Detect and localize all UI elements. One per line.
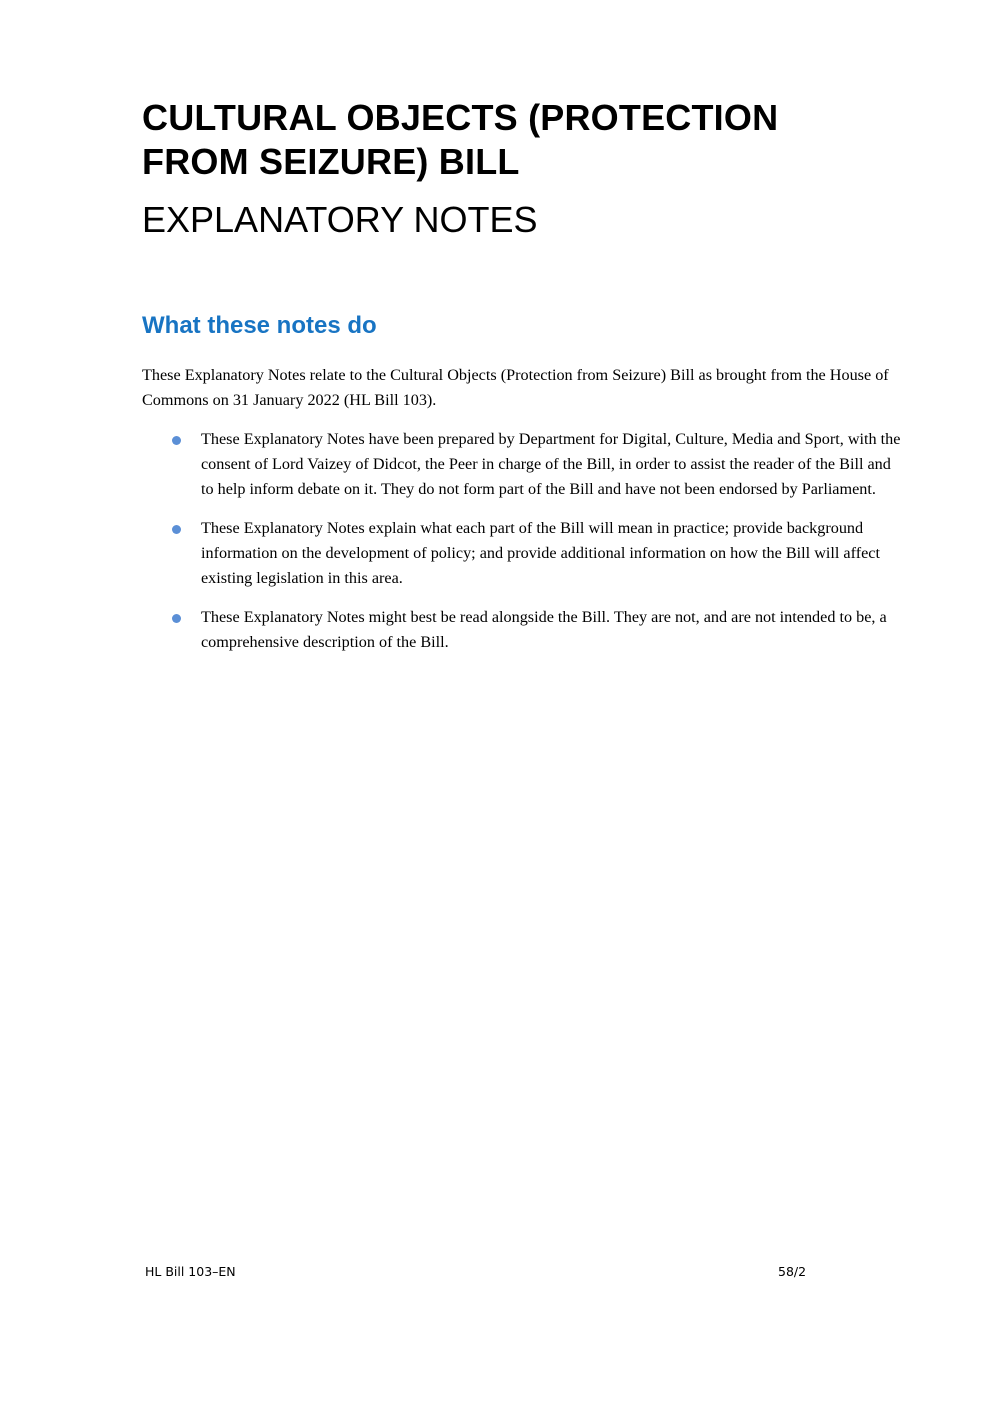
bullet-text: These Explanatory Notes have been prepared by Department for Digital, Culture, Media and Sport, with the consent of Lord Vaizey of Didcot, the Peer in charge of the Bill, in order to assist the reader of the Bill and to help inform debate on it. They do not form part of the Bill and have not been endorsed by Parliament.	[201, 430, 901, 498]
section-heading: What these notes do	[142, 312, 377, 339]
bullet-item	[142, 605, 902, 655]
document-title: CULTURAL OBJECTS (PROTECTION FROM SEIZURE) BILL	[142, 97, 779, 182]
footer-bill-reference: HL Bill 103–EN	[145, 1264, 236, 1279]
bullet-text: These Explanatory Notes explain what each part of the Bill will mean in practice; provide background information on the development of policy; and provide additional information on how the Bill will affect existing legislation in this area.	[201, 519, 880, 587]
intro-paragraph: These Explanatory Notes relate to the Cultural Objects (Protection from Seizure) Bill as brought from the House of Commons on 31 January 2022 (HL Bill 103).	[142, 366, 889, 409]
notes-bullet-list	[142, 427, 902, 669]
document-subtitle: EXPLANATORY NOTES	[142, 199, 538, 240]
bullet-dot-icon	[172, 614, 181, 623]
bullet-item	[142, 516, 902, 591]
bullet-dot-icon	[172, 436, 181, 445]
bullet-item	[142, 427, 902, 502]
footer-print-number: 58/2	[778, 1264, 807, 1279]
bullet-text: These Explanatory Notes might best be read alongside the Bill. They are not, and are not intended to be, a comprehensive description of the Bill.	[201, 608, 887, 651]
bullet-dot-icon	[172, 525, 181, 534]
